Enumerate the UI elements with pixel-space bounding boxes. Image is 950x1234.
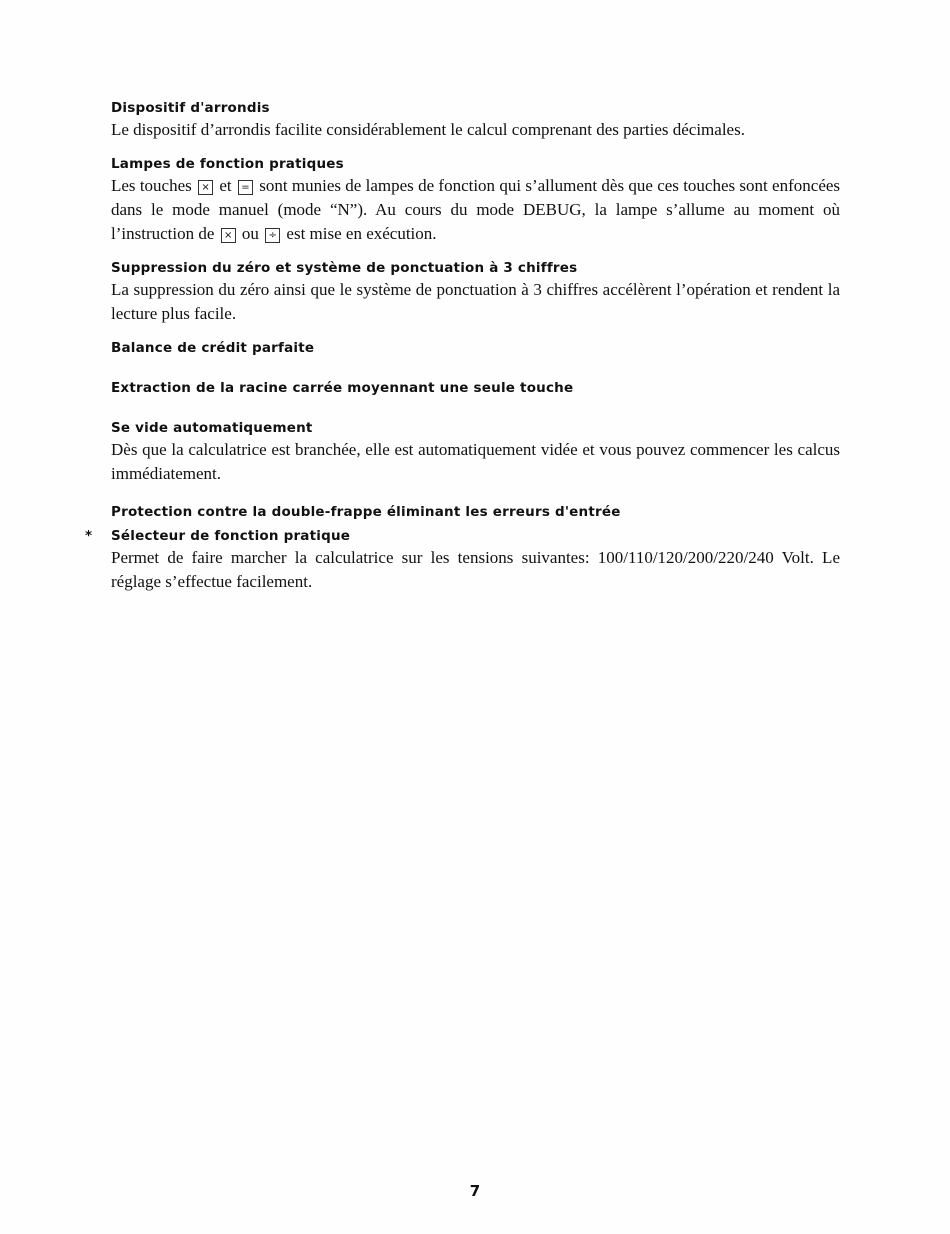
heading-text: Sélecteur de fonction pratique bbox=[111, 528, 351, 544]
multiply-key-icon: × bbox=[198, 180, 213, 195]
section-racine bbox=[111, 378, 840, 398]
section-heading: Lampes de fonction pratiques bbox=[111, 156, 344, 172]
text-fragment: Les touches bbox=[111, 176, 192, 195]
section-text: Le dispositif d’arrondis facilite considérablement le calcul comprenant des parties décimales. bbox=[111, 120, 745, 139]
section-text: Dès que la calculatrice est branchée, elle est automatiquement vidée et vous pouvez commencer les calcus immédiatement. bbox=[111, 440, 840, 483]
section-heading: Dispositif d'arrondis bbox=[111, 100, 270, 116]
equals-key-icon: = bbox=[238, 180, 253, 195]
section-text bbox=[111, 174, 840, 246]
section-protection bbox=[111, 502, 840, 522]
section-heading bbox=[85, 526, 840, 546]
section-arrondis bbox=[111, 98, 840, 142]
section-balance bbox=[111, 338, 840, 358]
asterisk-marker: * bbox=[85, 528, 93, 544]
text-fragment: sont munies de lampes de fonction qui s’allument dès que ces touches sont enfoncées dans le mode manuel (mode “N”). Au cours du mode DEBUG, la lampe s’allume au moment où l’instruction de bbox=[111, 176, 841, 243]
text-fragment: ou bbox=[241, 224, 259, 243]
section-heading: Protection contre la double-frappe éliminant les erreurs d'entrée bbox=[111, 504, 621, 520]
divide-key-icon: ÷ bbox=[265, 228, 280, 243]
section-text: Permet de faire marcher la calculatrice sur les tensions suivantes: 100/110/120/200/220/240 Volt. Le réglage s’effectue facilement. bbox=[111, 548, 840, 591]
section-heading: Extraction de la racine carrée moyennant une seule touche bbox=[111, 380, 574, 396]
section-heading: Se vide automatiquement bbox=[111, 420, 313, 436]
section-heading: Balance de crédit parfaite bbox=[111, 340, 315, 356]
page-content bbox=[85, 98, 841, 606]
multiply-key-icon: × bbox=[221, 228, 236, 243]
section-vide bbox=[111, 418, 840, 486]
section-lampes bbox=[111, 154, 840, 246]
page-number: 7 bbox=[469, 1182, 481, 1200]
text-fragment: est mise en exécution. bbox=[286, 224, 437, 243]
section-heading: Suppression du zéro et système de ponctuation à 3 chiffres bbox=[111, 260, 578, 276]
section-text: La suppression du zéro ainsi que le système de ponctuation à 3 chiffres accélèrent l’opération et rendent la lecture plus facile. bbox=[111, 280, 840, 323]
section-suppression bbox=[111, 258, 840, 326]
text-fragment: et bbox=[219, 176, 232, 195]
section-selecteur bbox=[85, 526, 840, 594]
